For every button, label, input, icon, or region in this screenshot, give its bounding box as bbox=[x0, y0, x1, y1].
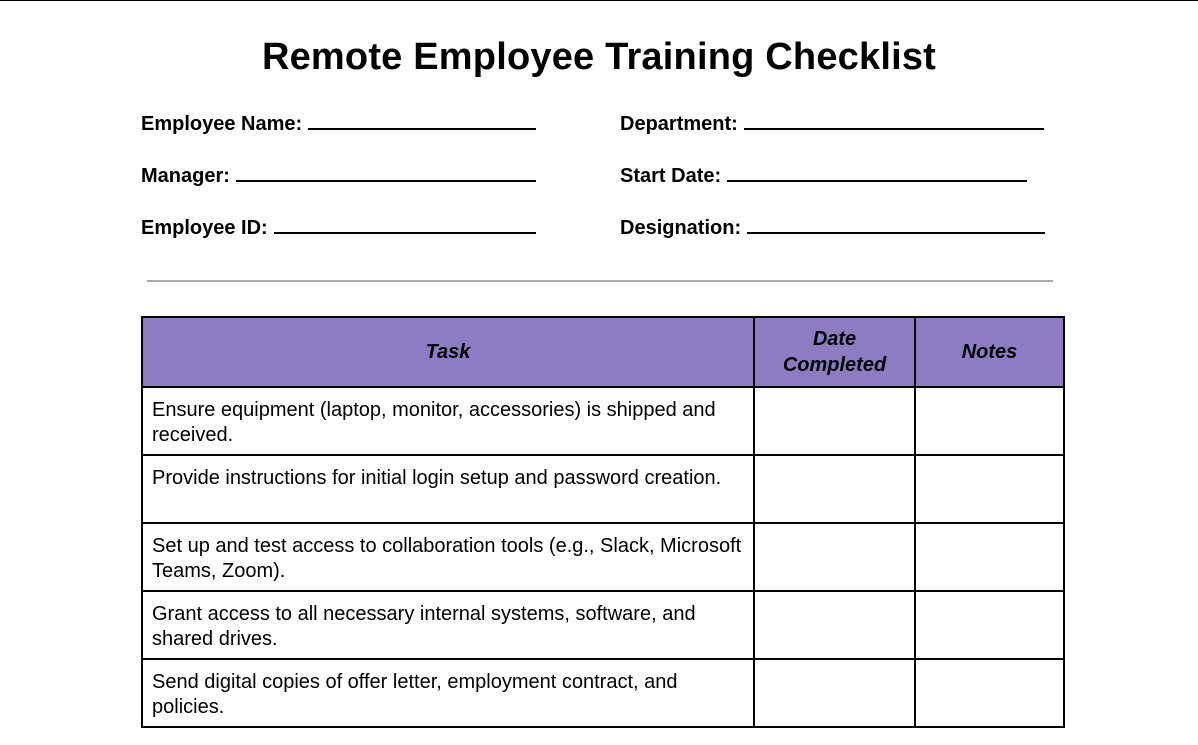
manager-field bbox=[141, 162, 536, 188]
date-completed-cell[interactable] bbox=[754, 659, 915, 727]
section-divider bbox=[147, 280, 1053, 282]
notes-cell[interactable] bbox=[915, 523, 1064, 591]
start-date-field bbox=[620, 162, 1027, 188]
designation-label: Designation: bbox=[620, 217, 742, 239]
table-header-row bbox=[142, 317, 1064, 387]
page-title: Remote Employee Training Checklist bbox=[261, 36, 937, 78]
task-cell: Send digital copies of offer letter, employment contract, and policies. bbox=[142, 659, 754, 727]
employee-id-blank[interactable] bbox=[274, 214, 536, 234]
designation-field bbox=[620, 214, 1045, 240]
table-row bbox=[142, 455, 1064, 523]
notes-cell[interactable] bbox=[915, 387, 1064, 455]
date-completed-cell[interactable] bbox=[754, 591, 915, 659]
task-cell: Set up and test access to collaboration tools (e.g., Slack, Microsoft Teams, Zoom). bbox=[142, 523, 754, 591]
checklist-table bbox=[141, 316, 1065, 728]
employee-name-blank[interactable] bbox=[308, 110, 536, 130]
date-completed-cell[interactable] bbox=[754, 523, 915, 591]
date-completed-cell[interactable] bbox=[754, 455, 915, 523]
task-cell: Provide instructions for initial login setup and password creation. bbox=[142, 455, 754, 523]
notes-cell[interactable] bbox=[915, 659, 1064, 727]
notes-cell[interactable] bbox=[915, 591, 1064, 659]
department-label: Department: bbox=[620, 113, 738, 135]
table-row bbox=[142, 659, 1064, 727]
designation-blank[interactable] bbox=[747, 214, 1045, 234]
task-cell: Grant access to all necessary internal systems, software, and shared drives. bbox=[142, 591, 754, 659]
table-row bbox=[142, 591, 1064, 659]
notes-column-header: Notes bbox=[915, 317, 1064, 387]
top-border bbox=[0, 0, 1198, 1]
department-field bbox=[620, 110, 1044, 136]
start-date-label: Start Date: bbox=[620, 165, 722, 187]
table-row bbox=[142, 523, 1064, 591]
date-completed-column-header: Date Completed bbox=[754, 317, 915, 387]
employee-name-field bbox=[141, 110, 536, 136]
manager-label: Manager: bbox=[141, 165, 230, 187]
notes-cell[interactable] bbox=[915, 455, 1064, 523]
employee-name-label: Employee Name: bbox=[141, 113, 303, 135]
table-row bbox=[142, 387, 1064, 455]
task-column-header: Task bbox=[142, 317, 754, 387]
start-date-blank[interactable] bbox=[727, 162, 1027, 182]
department-blank[interactable] bbox=[744, 110, 1044, 130]
task-cell: Ensure equipment (laptop, monitor, accessories) is shipped and received. bbox=[142, 387, 754, 455]
date-completed-cell[interactable] bbox=[754, 387, 915, 455]
employee-id-label: Employee ID: bbox=[141, 217, 268, 239]
employee-id-field bbox=[141, 214, 536, 240]
manager-blank[interactable] bbox=[236, 162, 536, 182]
